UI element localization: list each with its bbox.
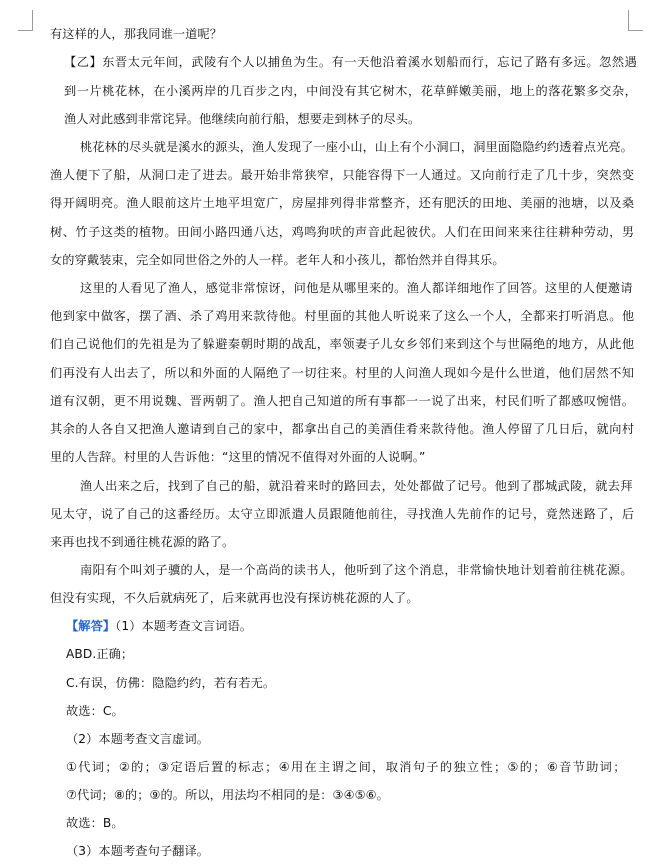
answer-label: 【解答】 <box>66 619 116 633</box>
text-line <box>64 54 637 70</box>
text-segment: （2）本题考查文言虚词。 <box>66 732 210 746</box>
text-line <box>50 224 635 240</box>
text-line <box>66 703 124 719</box>
text-segment: 但没有实现，不久后就病死了，后来就再也没有探访桃花源的人了。 <box>50 591 419 605</box>
text-line <box>50 421 635 437</box>
text-line <box>66 815 124 831</box>
text-segment: ABD.正确； <box>66 647 134 661</box>
text-line <box>66 759 627 775</box>
text-segment: 【乙】东晋太元年间，武陵有个人以捕鱼为生。有一天他沿着溪水划船而行，忘记了路有多远。忽然遇 <box>64 55 638 69</box>
text-line <box>50 252 505 268</box>
text-line <box>50 365 635 381</box>
text-segment: 见太守，说了自己的这番经历。太守立即派遣人员跟随他前往，寻找渔人先前作的记号，竟然迷路了，后 <box>50 507 635 521</box>
text-segment: 们再没有人出去了，所以和外面的人隔绝了一切往来。村里的人问渔人现如今是什么世道，他们居然不知 <box>50 366 635 380</box>
text-line <box>50 506 635 522</box>
text-line <box>50 26 222 42</box>
text-segment: 其余的人各自又把渔人邀请到自己的家中，都拿出自己的美酒佳肴来款待他。渔人停留了几日后，就向村 <box>50 422 635 436</box>
text-line <box>66 843 209 859</box>
text-segment: 渔人出来之后，找到了自己的船，就沿着来时的路回去，处处都做了记号。他到了郡城武陵，就去拜 <box>80 479 633 493</box>
text-segment: 有这样的人，那我同谁一道呢？ <box>50 27 223 41</box>
text-line <box>80 139 633 155</box>
text-line <box>64 111 420 127</box>
page-corner-mark-top-right <box>628 10 643 31</box>
text-line <box>50 308 635 324</box>
text-segment: 故选：C。 <box>66 704 124 718</box>
text-segment: 们自己说他们的先祖是为了躲避秦朝时期的战乱，率领妻子儿女乡邻们来到这个与世隔绝的地方，从此他 <box>50 337 635 351</box>
text-segment: 道有汉朝，更不用说魏、晋两朝了。渔人把自己知道的所有事都一一说了出来，村民们听了都感叹惋惜。 <box>50 394 635 408</box>
text-segment: 来再也找不到通往桃花源的路了。 <box>50 535 235 549</box>
text-segment: 渔人便下了船，从洞口走了进去。最开始非常狭窄，只能容得下一人通过。又向前行走了几十步，突然变 <box>50 168 635 182</box>
text-segment: （1）本题考查文言词语。 <box>115 619 253 633</box>
text-segment: ⑦代词；⑧的；⑨的。所以，用法均不相同的是：③④⑤⑥。 <box>66 788 389 802</box>
text-line <box>66 731 209 747</box>
text-segment: ①代词；②的；③定语后置的标志；④用在主谓之间，取消句子的独立性；⑤的；⑥音节助词； <box>66 760 627 774</box>
text-segment: 这里的人看见了渔人，感觉非常惊讶，问他是从哪里来的。渔人都详细地作了回答。这里的人便邀请 <box>80 281 633 295</box>
text-line <box>80 280 633 296</box>
text-segment: 树、竹子这类的植物。田间小路四通八达，鸡鸣狗吠的声音此起彼伏。人们在田间来来往往耕种劳动，男 <box>50 225 635 239</box>
text-line <box>80 562 633 578</box>
page-corner-mark-top-left <box>18 10 33 31</box>
text-segment: 到一片桃花林，在小溪两岸的几百步之内，中间没有其它树木，花草鲜嫩美丽，地上的落花繁多交杂， <box>64 84 638 98</box>
text-line <box>66 618 252 634</box>
text-line <box>50 393 635 409</box>
text-line <box>66 787 389 803</box>
text-segment: （3）本题考查句子翻译。 <box>66 844 210 858</box>
text-line <box>50 449 425 465</box>
text-segment: 他到家中做客，摆了酒、杀了鸡用来款待他。村里面的其他人听说来了这么一个人，全都来打听消息。他 <box>50 309 635 323</box>
text-line <box>66 646 133 662</box>
text-line <box>64 83 637 99</box>
text-segment: 女的穿戴装束，完全如同世俗之外的人一样。老年人和小孩儿，都怡然并自得其乐。 <box>50 253 505 267</box>
text-line <box>50 167 635 183</box>
text-segment: 得开阔明亮。渔人眼前这片土地平坦宽广，房屋排列得非常整齐，还有肥沃的田地、美丽的池塘，以及桑 <box>50 196 635 210</box>
text-line <box>50 534 234 550</box>
text-line <box>80 478 633 494</box>
text-segment: 渔人对此感到非常诧异。他继续向前行船，想要走到林子的尽头。 <box>64 112 421 126</box>
text-segment: 里的人告辞。村里的人告诉他：“这里的情况不值得对外面的人说啊。” <box>50 450 426 464</box>
text-segment: C.有误，仿佛：隐隐约约，若有若无。 <box>66 676 276 690</box>
text-line <box>66 675 275 691</box>
text-line <box>50 590 419 606</box>
text-segment: 桃花林的尽头就是溪水的源头，渔人发现了一座小山，山上有个小洞口，洞里面隐隐约约透着点光亮。 <box>80 140 633 154</box>
text-segment: 南阳有个叫刘子骥的人，是一个高尚的读书人，他听到了这个消息，非常愉快地计划着前往桃花源。 <box>80 563 633 577</box>
text-line <box>50 336 635 352</box>
text-segment: 故选：B。 <box>66 816 124 830</box>
text-line <box>50 195 635 211</box>
